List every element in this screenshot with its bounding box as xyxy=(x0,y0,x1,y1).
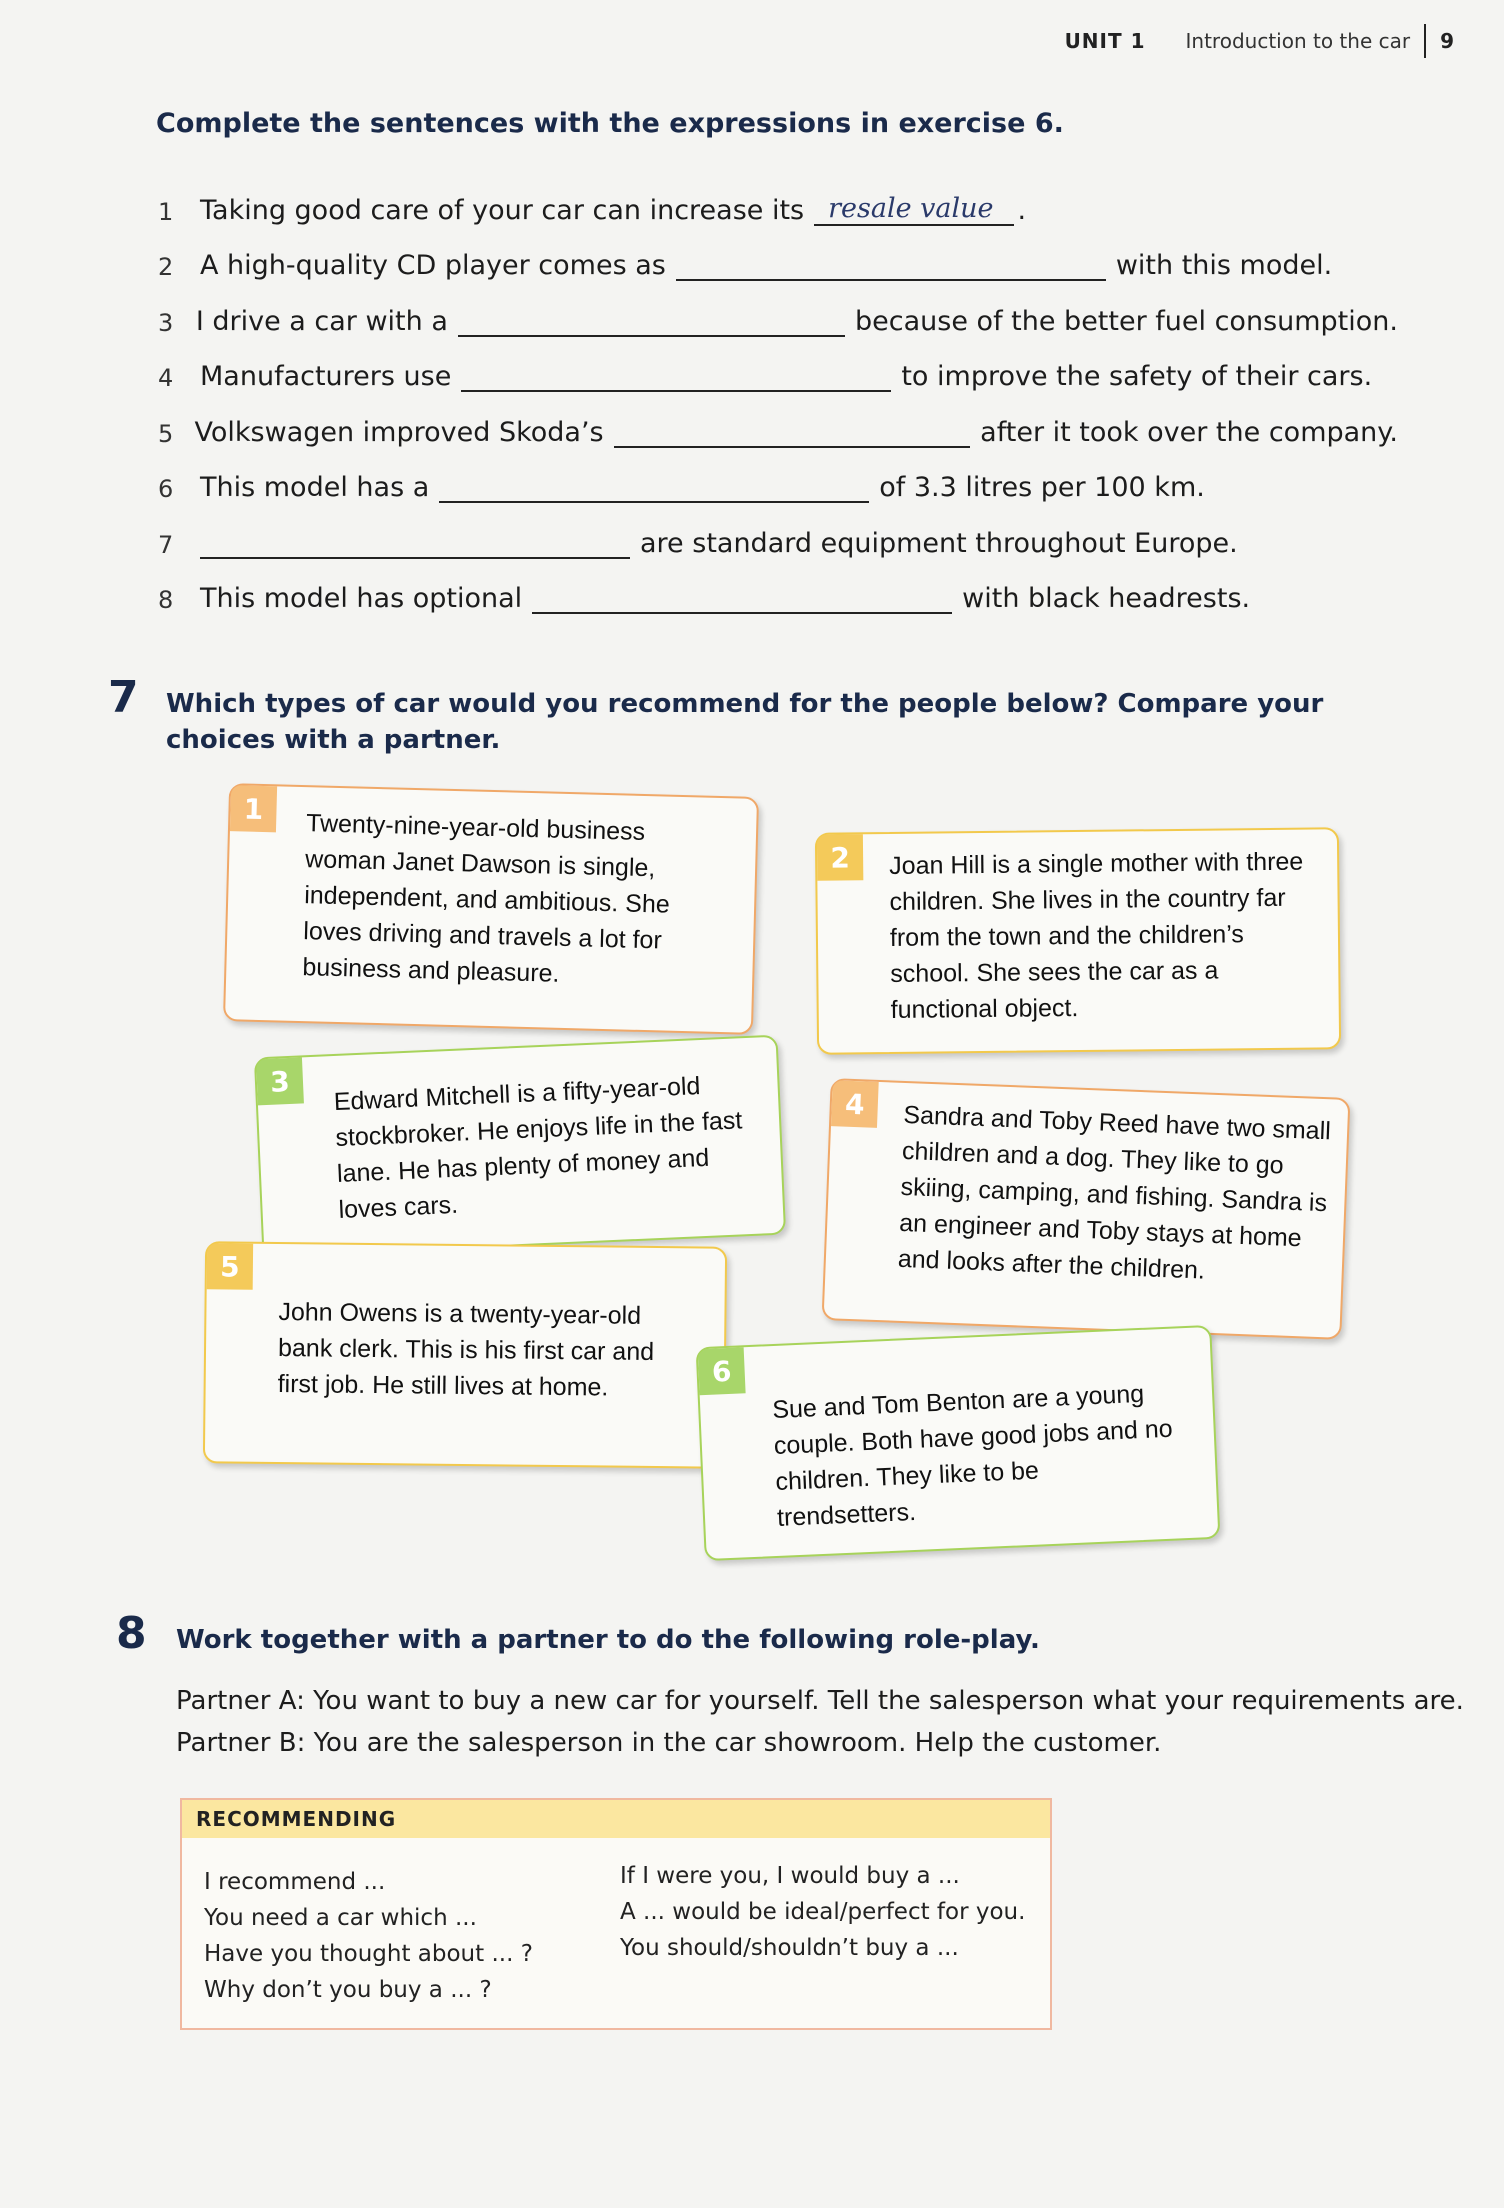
answer-field[interactable]: resale value xyxy=(814,193,1013,226)
phrase: You should/shouldn’t buy a ... xyxy=(620,1935,959,1961)
answer-blank[interactable] xyxy=(439,473,869,503)
answer-blank[interactable] xyxy=(200,529,630,559)
card-number-badge: 2 xyxy=(817,834,863,880)
card-text: Sue and Tom Benton are a young couple. Both have good jobs and no children. They like to be trendsetters. xyxy=(771,1379,1174,1532)
sentence-list xyxy=(158,170,1398,614)
page-number: 9 xyxy=(1440,29,1454,53)
partner-a-instruction: Partner A: You want to buy a new car for yourself. Tell the salesperson what your requirements are. xyxy=(176,1686,1464,1716)
phrase: A ... would be ideal/perfect for you. xyxy=(620,1899,1026,1925)
exercise-instruction: Complete the sentences with the expressions in exercise 6. xyxy=(156,108,1064,139)
card-text: Edward Mitchell is a fifty-year-old stockbroker. He enjoys life in the fast lane. He has plenty of money and loves cars. xyxy=(333,1072,743,1224)
sentence-5: 5 Volkswagen improved Skoda’s after it took over the company. xyxy=(158,416,1398,448)
sentence-4: 4 Manufacturers use to improve the safety of their cars. xyxy=(158,361,1373,392)
section-8-heading: Work together with a partner to do the following role-play. xyxy=(176,1625,1040,1655)
card-text: Twenty-nine-year-old business woman Janet Dawson is single, independent, and ambitious. She loves driving and travels a lot for business and pleasure. xyxy=(302,809,671,988)
chapter-title: Introduction to the car xyxy=(1185,29,1411,53)
recommending-title: RECOMMENDING xyxy=(182,1800,1050,1838)
answer-blank[interactable] xyxy=(532,584,952,614)
answer-blank[interactable] xyxy=(458,307,845,337)
answer-blank[interactable] xyxy=(614,418,971,448)
person-card-1 xyxy=(223,783,759,1035)
partner-b-instruction: Partner B: You are the salesperson in the car showroom. Help the customer. xyxy=(176,1728,1162,1758)
section-7-number: 7 xyxy=(108,672,139,723)
section-8-number: 8 xyxy=(116,1608,147,1659)
card-text: John Owens is a twenty-year-old bank clerk. This is his first car and first job. He still lives at home. xyxy=(277,1298,655,1402)
phrase: Have you thought about ... ? xyxy=(204,1941,533,1967)
sentence-6: 6 This model has a of 3.3 litres per 100 km. xyxy=(158,472,1205,503)
recommending-box xyxy=(180,1798,1052,2030)
card-number-badge: 1 xyxy=(230,785,277,832)
phrase: I recommend ... xyxy=(204,1869,386,1895)
recommending-right-column xyxy=(620,1858,1025,1966)
running-header xyxy=(1065,24,1454,58)
person-card-2 xyxy=(815,827,1341,1054)
card-number-badge: 6 xyxy=(698,1347,746,1395)
phrase: If I were you, I would buy a ... xyxy=(620,1863,960,1889)
answer-blank[interactable] xyxy=(676,251,1106,281)
header-divider xyxy=(1424,24,1426,58)
card-text: Sandra and Toby Reed have two small children and a dog. They like to go skiing, camping, and fishing. Sandra is an engineer and Toby stays at home and looks after the children. xyxy=(897,1100,1332,1285)
sentence-8: 8 This model has optional with black headrests. xyxy=(158,583,1251,614)
answer-blank[interactable] xyxy=(461,362,891,392)
section-7-heading: Which types of car would you recommend for the people below? Compare your choices with a partner. xyxy=(166,689,1324,755)
person-card-6 xyxy=(696,1325,1221,1561)
card-number-badge: 3 xyxy=(256,1057,304,1105)
person-card-3 xyxy=(254,1035,786,1258)
person-card-5 xyxy=(203,1241,727,1468)
sentence-1: 1 Taking good care of your car can increase its resale value . xyxy=(158,192,1027,226)
sentence-3: 3 I drive a car with a because of the better fuel consumption. xyxy=(158,305,1398,337)
card-text: Joan Hill is a single mother with three children. She lives in the country far from the town and the children’s school. She sees the car as a functional object. xyxy=(889,847,1304,1024)
person-card-4 xyxy=(822,1078,1351,1340)
sentence-7: 7 are standard equipment throughout Europe. xyxy=(158,527,1238,559)
card-number-badge: 4 xyxy=(831,1080,879,1128)
phrase: You need a car which ... xyxy=(204,1905,477,1931)
phrase: Why don’t you buy a ... ? xyxy=(204,1977,492,2003)
sentence-2: 2 A high-quality CD player comes as with this model. xyxy=(158,250,1333,281)
card-number-badge: 5 xyxy=(207,1243,253,1289)
recommending-left-column xyxy=(204,1864,533,2008)
unit-label: UNIT 1 xyxy=(1064,29,1146,53)
